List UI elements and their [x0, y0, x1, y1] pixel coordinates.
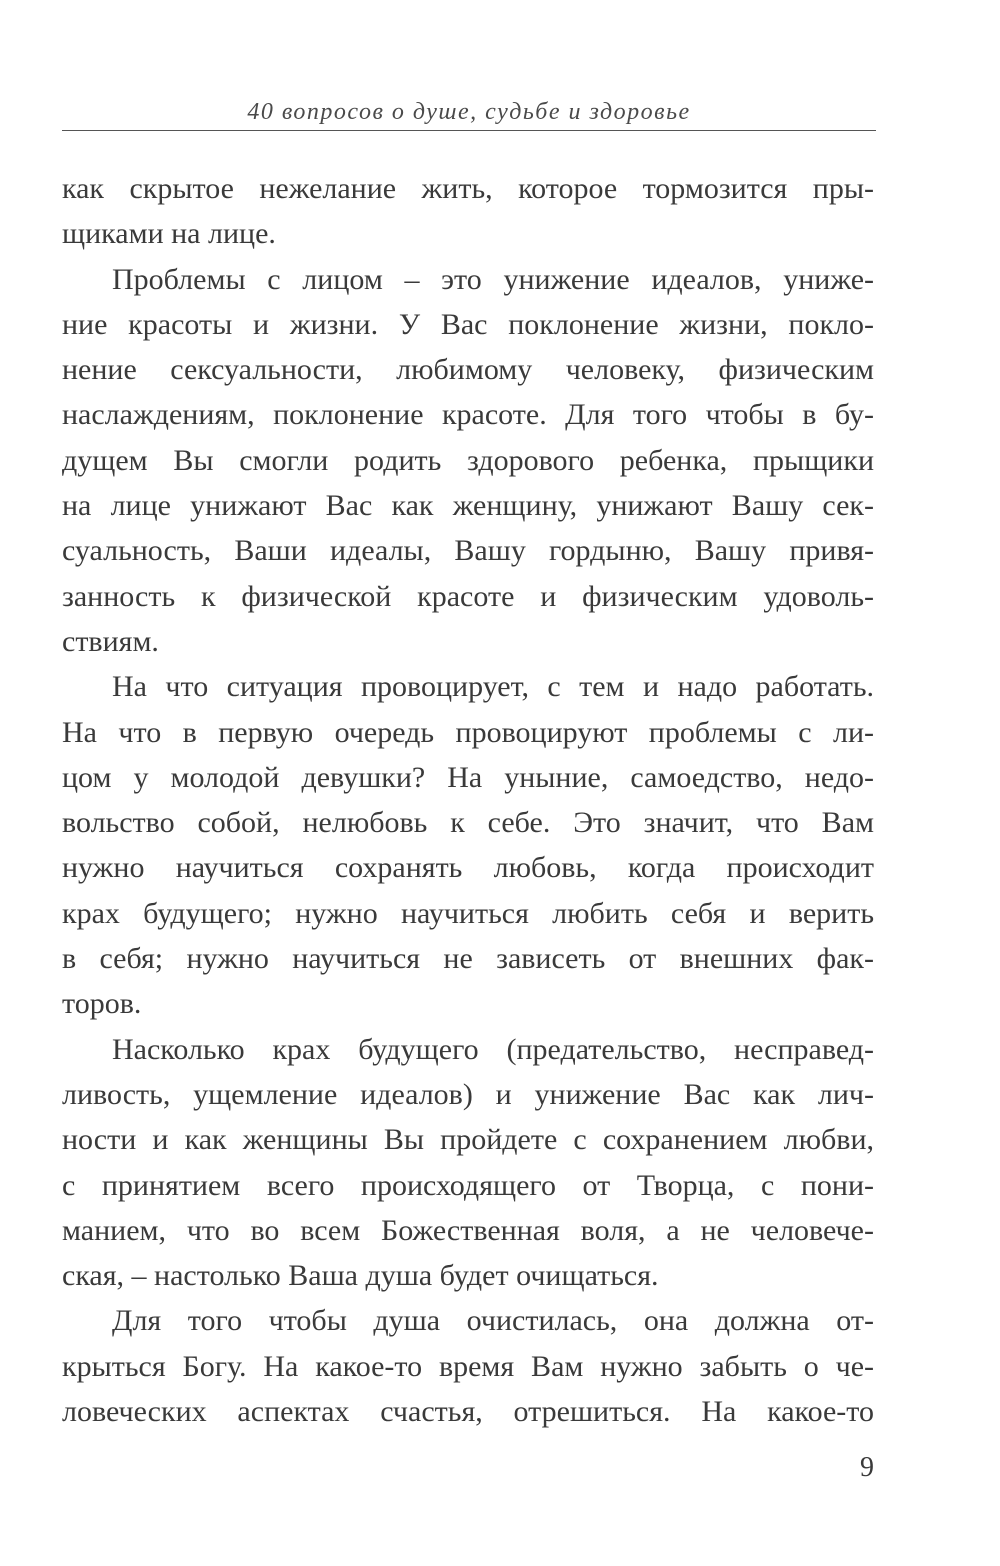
text-line: На что в первую очередь провоцируют проблемы с ли-	[62, 715, 874, 749]
text-line: щиками на лице.	[62, 217, 276, 251]
text-line: дущем Вы смогли родить здорового ребенка, прыщики	[62, 443, 874, 477]
text-line: в себя; нужно научиться не зависеть от внешних фак-	[62, 942, 874, 976]
text-line: манием, что во всем Божественная воля, а не человече-	[62, 1213, 874, 1247]
text-line: вольство собой, нелюбовь к себе. Это значит, что Вам	[62, 806, 874, 840]
page-number: 9	[860, 1452, 874, 1483]
text-line: Проблемы с лицом – это унижение идеалов, униже-	[112, 262, 874, 296]
text-line: На что ситуация провоцирует, с тем и надо работать.	[112, 670, 874, 704]
text-line: ская, – настолько Ваша душа будет очищаться.	[62, 1259, 659, 1293]
text-line: Насколько крах будущего (предательство, несправед-	[112, 1032, 874, 1066]
text-line: суальность, Ваши идеалы, Вашу гордыню, Вашу привя-	[62, 534, 874, 568]
body-text	[62, 166, 874, 1434]
text-line: нение сексуальности, любимому человеку, физическим	[62, 353, 874, 387]
text-line: занность к физической красоте и физическим удоволь-	[62, 579, 874, 613]
text-line: торов.	[62, 987, 142, 1021]
text-line: нужно научиться сохранять любовь, когда происходит	[62, 851, 874, 885]
text-line: ние красоты и жизни. У Вас поклонение жизни, покло-	[62, 307, 874, 341]
text-line: крах будущего; нужно научиться любить себя и верить	[62, 896, 874, 930]
text-line: с принятием всего происходящего от Творца, с пони-	[62, 1168, 874, 1202]
text-line: на лице унижают Вас как женщину, унижают Вашу сек-	[62, 489, 874, 523]
text-line: крыться Богу. На какое-то время Вам нужно забыть о че-	[62, 1349, 874, 1383]
text-line: ствиям.	[62, 624, 159, 658]
text-line: Для того чтобы душа очистилась, она должна от-	[112, 1304, 874, 1338]
text-line: наслаждениям, поклонение красоте. Для того чтобы в бу-	[62, 398, 874, 432]
text-line: ловеческих аспектах счастья, отрешиться. На какое-то	[62, 1395, 874, 1429]
text-line: ливость, ущемление идеалов) и унижение Вас как лич-	[62, 1077, 874, 1111]
running-header: 40 вопросов о душе, судьбе и здоровье	[247, 99, 691, 125]
text-line: как скрытое нежелание жить, которое тормозится пры-	[62, 172, 874, 205]
text-line: ности и как женщины Вы пройдете с сохранением любви,	[62, 1123, 874, 1157]
text-line: цом у молодой девушки? На уныние, самоедство, недо-	[62, 760, 874, 794]
header-rule	[62, 130, 876, 131]
